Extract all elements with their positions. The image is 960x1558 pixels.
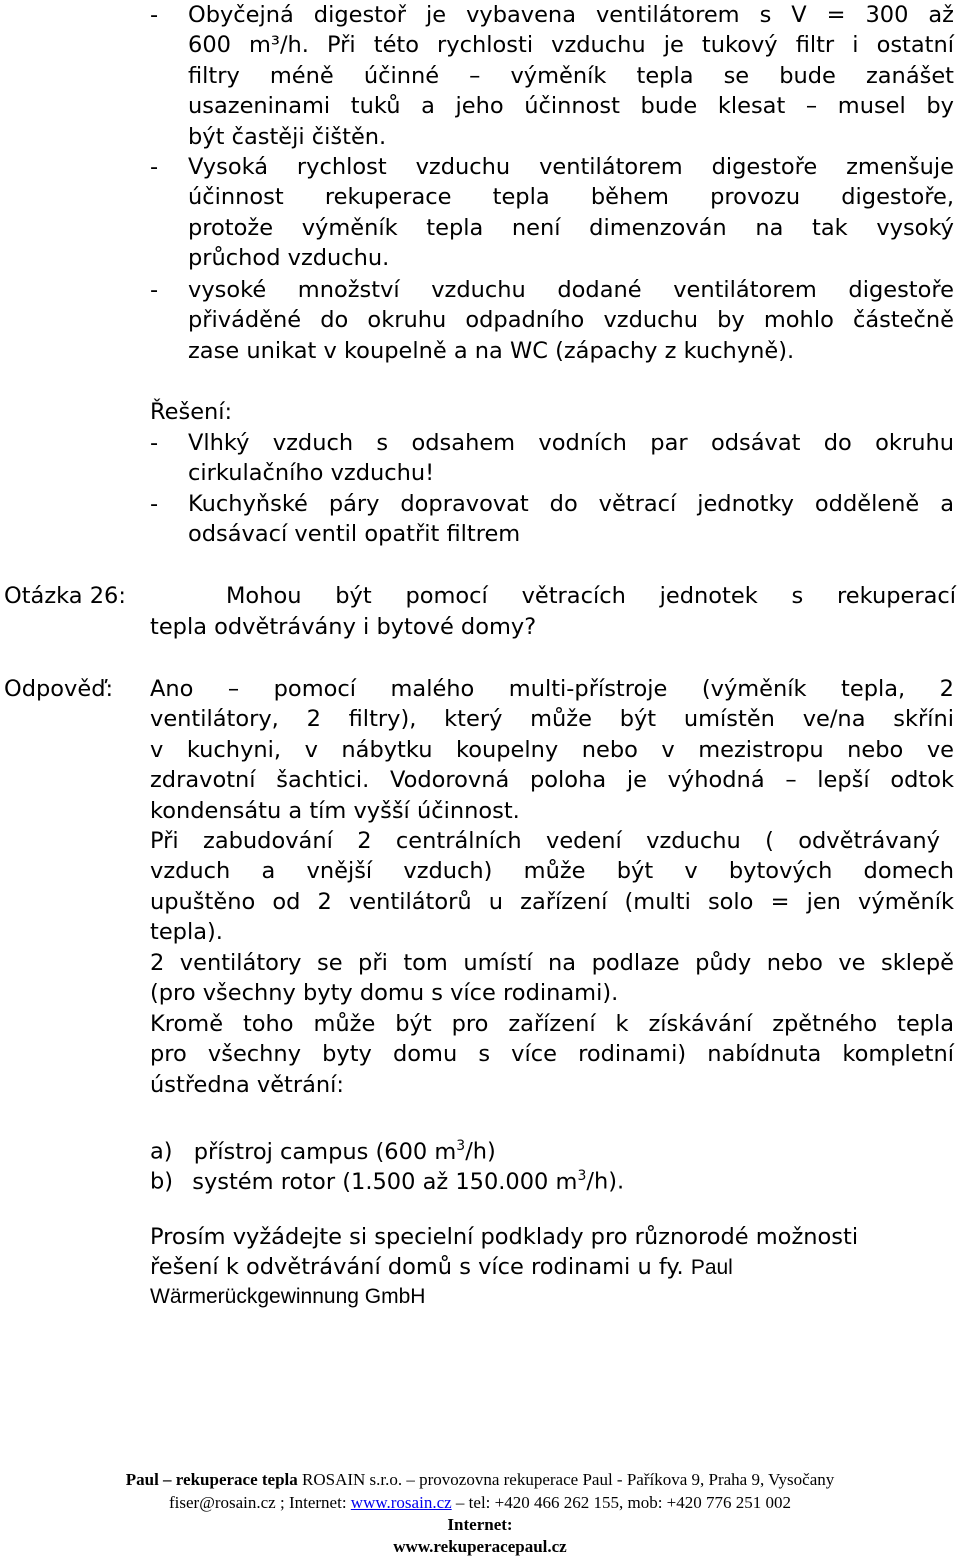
footer-bold: Paul – rekuperace tepla (125, 1470, 298, 1489)
list-item-text: přístroj campus (600 m (193, 1138, 457, 1165)
question-label: Otázka 26: (4, 583, 126, 609)
solution-heading: Řešení: (150, 399, 233, 425)
footer-internet-label: Internet: (447, 1515, 513, 1534)
text-line: tepla). (150, 919, 223, 946)
superscript: 3 (456, 1138, 466, 1154)
footer-line-4 (0, 1536, 960, 1558)
text-line: vysoké množství vzduchu dodané ventilátorem digestoře (188, 277, 954, 303)
answer-paragraph-3 (150, 948, 954, 1009)
text-line: usazeninami tuků a jeho účinnost bude klesat – musel by (188, 93, 954, 120)
text-line: účinnost rekuperace tepla během provozu digestoře, (188, 184, 954, 211)
text-line: cirkulačního vzduchu! (188, 460, 435, 487)
list-item (150, 1161, 624, 1197)
answer-paragraph-4 (150, 1009, 954, 1100)
question-line-1 (226, 581, 956, 611)
text-line: zase unikat v koupelně a na WC (zápachy z kuchyně). (188, 337, 795, 364)
text-line: být častěji čištěn. (188, 123, 387, 150)
bullet-3-text (188, 275, 954, 366)
text-line: průchod vzduchu. (188, 245, 390, 272)
solution-bullet-1 (188, 428, 954, 489)
answer-label: Odpověď: (4, 676, 114, 702)
footer-email: fiser@rosain.cz ; Internet: (168, 1493, 351, 1512)
bullet-dash: - (150, 154, 159, 180)
answer-paragraph-1 (150, 674, 954, 826)
text-line: 600 m³/h. Při této rychlosti vzduchu je tukový filtr i ostatní (188, 32, 954, 59)
bullet-2-text (188, 152, 954, 274)
bullet-dash: - (150, 430, 159, 456)
text-line: Při zabudování 2 centrálních vedení vzduchu ( odvětrávaný (150, 828, 940, 854)
superscript: 3 (577, 1168, 587, 1184)
footer-line-1 (0, 1469, 960, 1491)
text-line: 2 ventilátory se při tom umístí na podlaze půdy nebo ve sklepě (150, 950, 954, 976)
text-line: Ano – pomocí malého multi-přístroje (výměník tepla, 2 (150, 676, 954, 702)
closing-line-1: Prosím vyžádejte si specielní podklady pro různorodé možnosti (150, 1224, 859, 1250)
closing-text: řešení k odvětrávání domů s více rodinami u fy. (150, 1254, 684, 1280)
answer-paragraph-2 (150, 826, 954, 948)
text-line: protože výměník tepla není dimenzován na tak vysoký (188, 214, 954, 241)
text-line: pro všechny byty domu s více rodinami) nabídnuta kompletní (150, 1041, 954, 1068)
bullet-dash: - (150, 491, 159, 517)
footer-text: ROSAIN s.r.o. – provozovna rekuperace Paul - Paříkova 9, Praha 9, Vysočany (297, 1470, 835, 1489)
bullet-1-text (188, 0, 954, 152)
footer-text: – tel: +420 466 262 155, mob: +420 776 251 002 (451, 1493, 792, 1512)
text-line: v kuchyni, v nábytku koupelny nebo v mezistropu nebo ve (150, 736, 954, 763)
text-line: Obyčejná digestoř je vybavena ventilátorem s V = 300 až (188, 2, 954, 28)
company-name: Paul (690, 1256, 733, 1279)
text-line: (pro všechny byty domu s více rodinami). (150, 980, 619, 1007)
footer-website[interactable]: www.rekuperacepaul.cz (393, 1537, 567, 1556)
company-name-line: Wärmerückgewinnung GmbH (150, 1285, 426, 1308)
text-line: Vysoká rychlost vzduchu ventilátorem digestoře zmenšuje (188, 154, 954, 180)
bullet-dash: - (150, 2, 159, 28)
footer-line-3 (0, 1514, 960, 1536)
text-line: ústředna větrání: (150, 1071, 344, 1098)
text-line: Vlhký vzduch s odsahem vodních par odsávat do okruhu (188, 430, 954, 456)
text-line: zdravotní šachtici. Vodorovná poloha je výhodná – lepší odtok (150, 767, 954, 794)
text-line: ventilátory, 2 filtry), který může být umístěn ve/na skříni (150, 706, 954, 733)
list-marker: b) (150, 1168, 174, 1195)
list-item-text: systém rotor (1.500 až 150.000 m (192, 1168, 578, 1195)
list-marker: a) (150, 1138, 173, 1165)
footer-link[interactable]: www.rosain.cz (350, 1493, 452, 1512)
text-line: Mohou být pomocí větracích jednotek s rekuperací (226, 583, 956, 609)
text-line: vzduch a vnější vzduch) může být v bytových domech (150, 858, 954, 885)
list-item-tail: /h) (465, 1138, 496, 1165)
text-line: kondensátu a tím vyšší účinnost. (150, 797, 520, 824)
list-item-tail: /h). (586, 1168, 625, 1195)
bullet-dash: - (150, 277, 159, 303)
solution-bullet-2 (188, 489, 954, 550)
text-line: upuštěno od 2 ventilátorů u zařízení (multi solo = jen výměník (150, 888, 954, 915)
closing-line-2 (150, 1252, 733, 1283)
text-line: odsávací ventil opatřit filtrem (188, 521, 521, 548)
text-line: filtry méně účinné – výměník tepla se bude zanášet (188, 62, 954, 89)
text-line: přiváděné do okruhu odpadního vzduchu by mohlo částečně (188, 307, 954, 334)
text-line: Kromě toho může být pro zařízení k získávání zpětného tepla (150, 1011, 954, 1037)
footer-line-2 (0, 1492, 960, 1514)
text-line: Kuchyňské páry dopravovat do větrací jednotky odděleně a (188, 491, 954, 517)
question-line-2: tepla odvětrávány i bytové domy? (150, 614, 537, 640)
